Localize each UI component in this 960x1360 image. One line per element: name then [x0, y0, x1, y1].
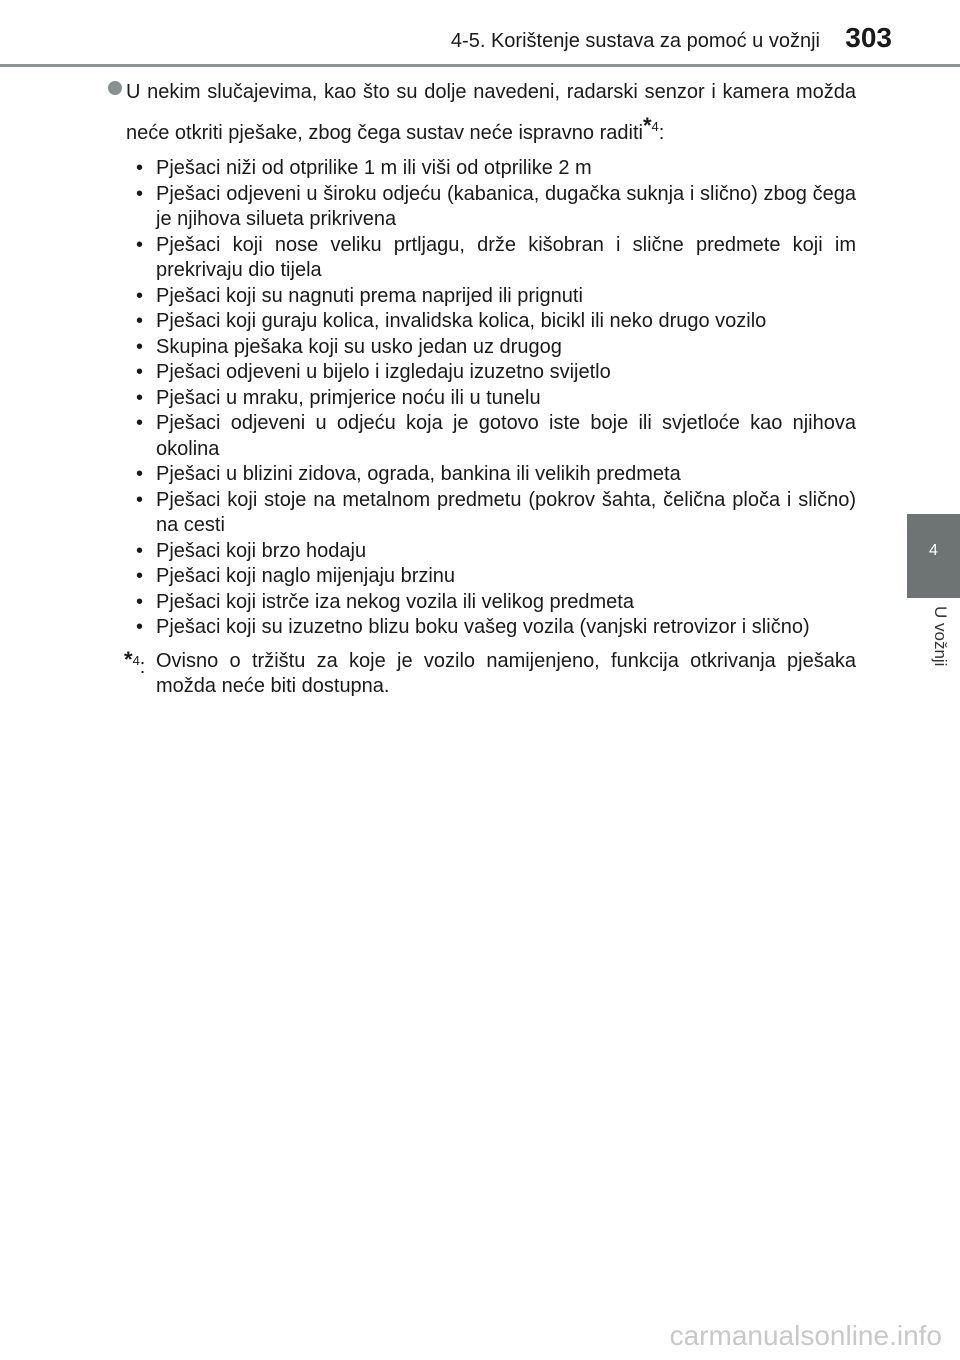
list-item: • Pješaci koji guraju kolica, invalidska kolica, bicikl ili neko drugo vozilo	[136, 309, 856, 335]
list-item: • Pješaci u blizini zidova, ograda, bankina ili velikih predmeta	[136, 462, 856, 488]
footnote-ref: 4	[651, 119, 659, 134]
footnote-marker	[124, 647, 145, 681]
list-item: • Pješaci koji nose veliku prtljagu, drže kišobran i slične predmete koji im prekrivaju dio tijela	[136, 233, 856, 284]
list-item: • Pješaci koji su nagnuti prema naprijed ili prignuti	[136, 284, 856, 310]
footnote-separator: :	[139, 655, 146, 678]
chapter-tab	[907, 514, 960, 598]
list-item: • Skupina pješaka koji su usko jedan uz drugog	[136, 335, 856, 361]
conditions-list	[108, 156, 856, 641]
footnote-star: *	[124, 646, 133, 672]
list-item: • Pješaci odjeveni u odjeću koja je gotovo iste boje ili svjetloće kao njihova okolina	[136, 411, 856, 462]
footnote	[108, 646, 856, 700]
list-item: • Pješaci odjeveni u široku odjeću (kabanica, dugačka suknja i slično) zbog čega je njihova silueta prikrivena	[136, 182, 856, 233]
intro-colon: :	[658, 122, 665, 144]
watermark: carmanualsonline.info	[669, 1320, 942, 1351]
intro-paragraph	[108, 76, 856, 150]
intro-text: U nekim slučajevima, kao što su dolje navedeni, radarski senzor i kamera možda neće otkriti pješake, zbog čega sustav neće ispravno raditi	[126, 81, 856, 144]
chapter-number: 4	[929, 542, 938, 559]
footnote-text: Ovisno o tržištu za koje je vozilo namijenjeno, funkcija otkrivanja pješaka možda neće biti dostupna.	[156, 649, 856, 697]
list-item: • Pješaci niži od otprilike 1 m ili viši od otprilike 2 m	[136, 156, 856, 182]
header-divider	[0, 64, 960, 67]
list-item: • Pješaci koji istrče iza nekog vozila ili velikog predmeta	[136, 590, 856, 616]
chapter-label: U vožnji	[931, 606, 950, 667]
list-item: • Pješaci koji su izuzetno blizu boku vašeg vozila (vanjski retrovizor i slično)	[136, 615, 856, 641]
page-number: 303	[845, 22, 892, 53]
section-title: 4-5. Korištenje sustava za pomoć u vožnji	[450, 30, 820, 52]
list-item: • Pješaci odjeveni u bijelo i izgledaju izuzetno svijetlo	[136, 360, 856, 386]
list-item: • Pješaci koji naglo mijenjaju brzinu	[136, 564, 856, 590]
page-header	[0, 0, 960, 66]
list-item: • Pješaci koji stoje na metalnom predmetu (pokrov šahta, čelična ploča i slično) na cesti	[136, 488, 856, 539]
footnote-star: *	[642, 113, 652, 138]
list-item: • Pješaci u mraku, primjerice noću ili u tunelu	[136, 386, 856, 412]
footnote-ref: 4	[132, 652, 140, 668]
main-content	[108, 76, 856, 700]
list-item: • Pješaci koji brzo hodaju	[136, 539, 856, 565]
round-bullet-icon	[108, 81, 122, 95]
